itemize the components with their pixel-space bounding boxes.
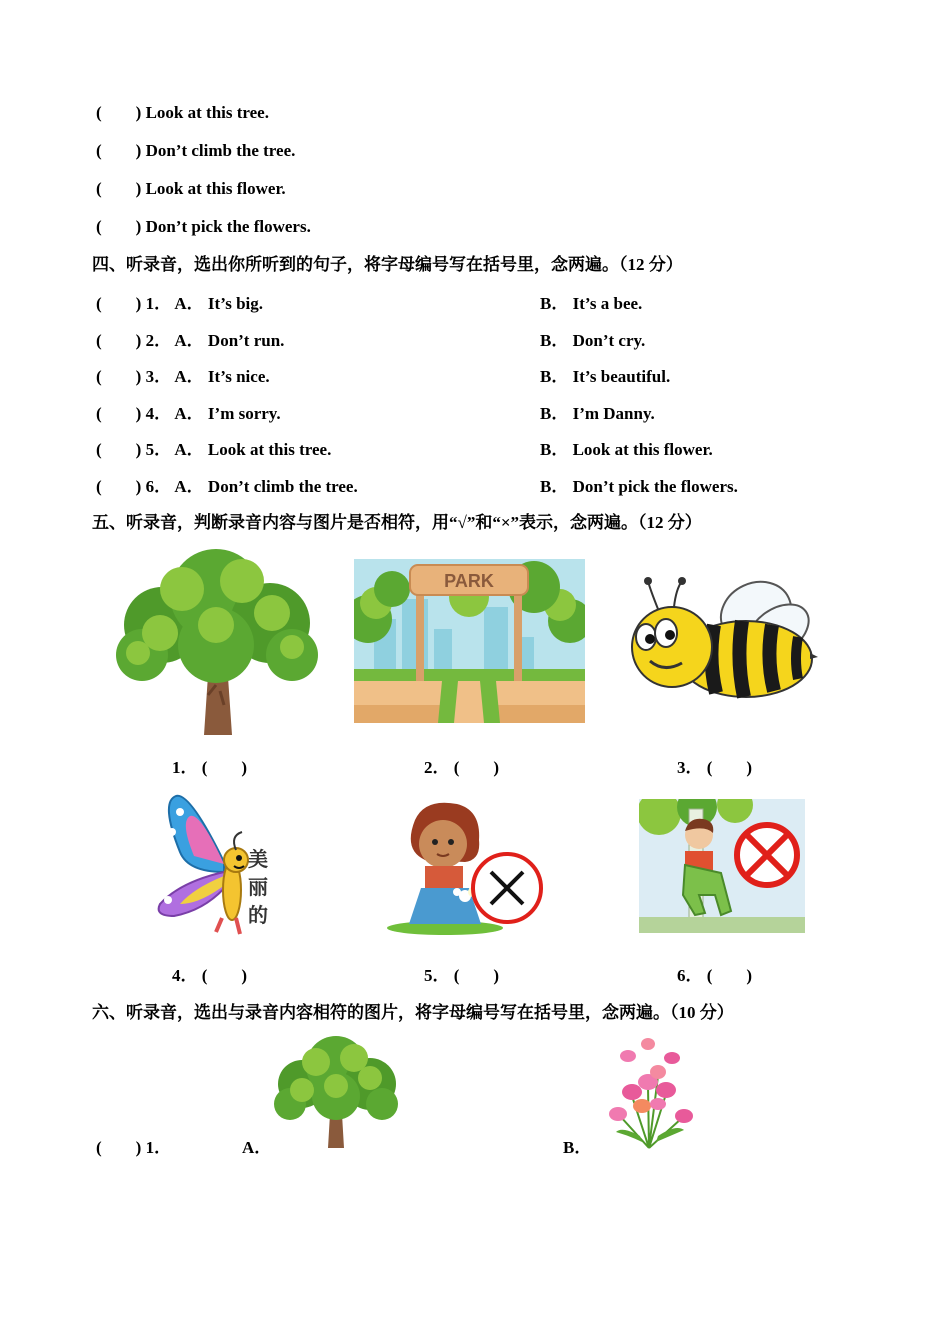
- picture-caption: 6． ( ): [677, 966, 753, 985]
- option-b-label: B．: [563, 1138, 592, 1157]
- butterfly-text-1: 美: [248, 847, 268, 871]
- picture-caption: 5． ( ): [424, 966, 500, 985]
- option-b: B． Don’t pick the flowers.: [540, 477, 738, 496]
- bee-picture: [628, 573, 818, 713]
- question-row: ( ) 5． A． Look at this tree.: [96, 440, 332, 459]
- question-row: ( ) 6． A． Don’t climb the tree.: [96, 477, 358, 496]
- section6-heading: 六、听录音，选出与录音内容相符的图片，将字母编号写在括号里，念两遍。（10 分）: [92, 1003, 734, 1022]
- tree-picture: [112, 545, 320, 735]
- option-b: B． Don’t cry.: [540, 331, 646, 350]
- question-row: ( ) 1．: [96, 1138, 172, 1157]
- option-b: B． It’s a bee.: [540, 294, 643, 313]
- option-a-label: A．: [242, 1138, 272, 1157]
- butterfly-text-3: 的: [248, 903, 268, 927]
- section4-heading: 四、听录音，选出你所听到的句子，将字母编号写在括号里，念两遍。（12 分）: [92, 255, 683, 274]
- option-b: B． I’m Danny.: [540, 404, 655, 423]
- picture-caption: 3． ( ): [677, 758, 753, 777]
- picture-caption: 4． ( ): [172, 966, 248, 985]
- list-item: ( ) Look at this flower.: [96, 179, 286, 198]
- park-picture: [354, 559, 585, 723]
- boy-climbing-tree-picture: [639, 799, 805, 933]
- picture-caption: 1． ( ): [172, 758, 248, 777]
- girl-picking-flowers-picture: [385, 800, 551, 936]
- question-row: ( ) 1． A． It’s big.: [96, 294, 264, 313]
- option-b: B． It’s beautiful.: [540, 367, 671, 386]
- list-item: ( ) Look at this tree.: [96, 103, 269, 122]
- list-item: ( ) Don’t pick the flowers.: [96, 217, 311, 236]
- section5-heading: 五、听录音，判断录音内容与图片是否相符，用“√”和“×”表示，念两遍。（12 分）: [92, 513, 702, 532]
- list-item: ( ) Don’t climb the tree.: [96, 141, 296, 160]
- picture-caption: 2． ( ): [424, 758, 500, 777]
- butterfly-picture: [150, 792, 278, 948]
- question-row: ( ) 4． A． I’m sorry.: [96, 404, 281, 423]
- park-sign-text: PARK: [444, 571, 494, 591]
- question-row: ( ) 2． A． Don’t run.: [96, 331, 285, 350]
- flowers-picture: [592, 1036, 706, 1150]
- question-row: ( ) 3． A． It’s nice.: [96, 367, 270, 386]
- tree-small-picture: [272, 1034, 400, 1148]
- butterfly-text-2: 丽: [248, 875, 268, 899]
- option-b: B． Look at this flower.: [540, 440, 713, 459]
